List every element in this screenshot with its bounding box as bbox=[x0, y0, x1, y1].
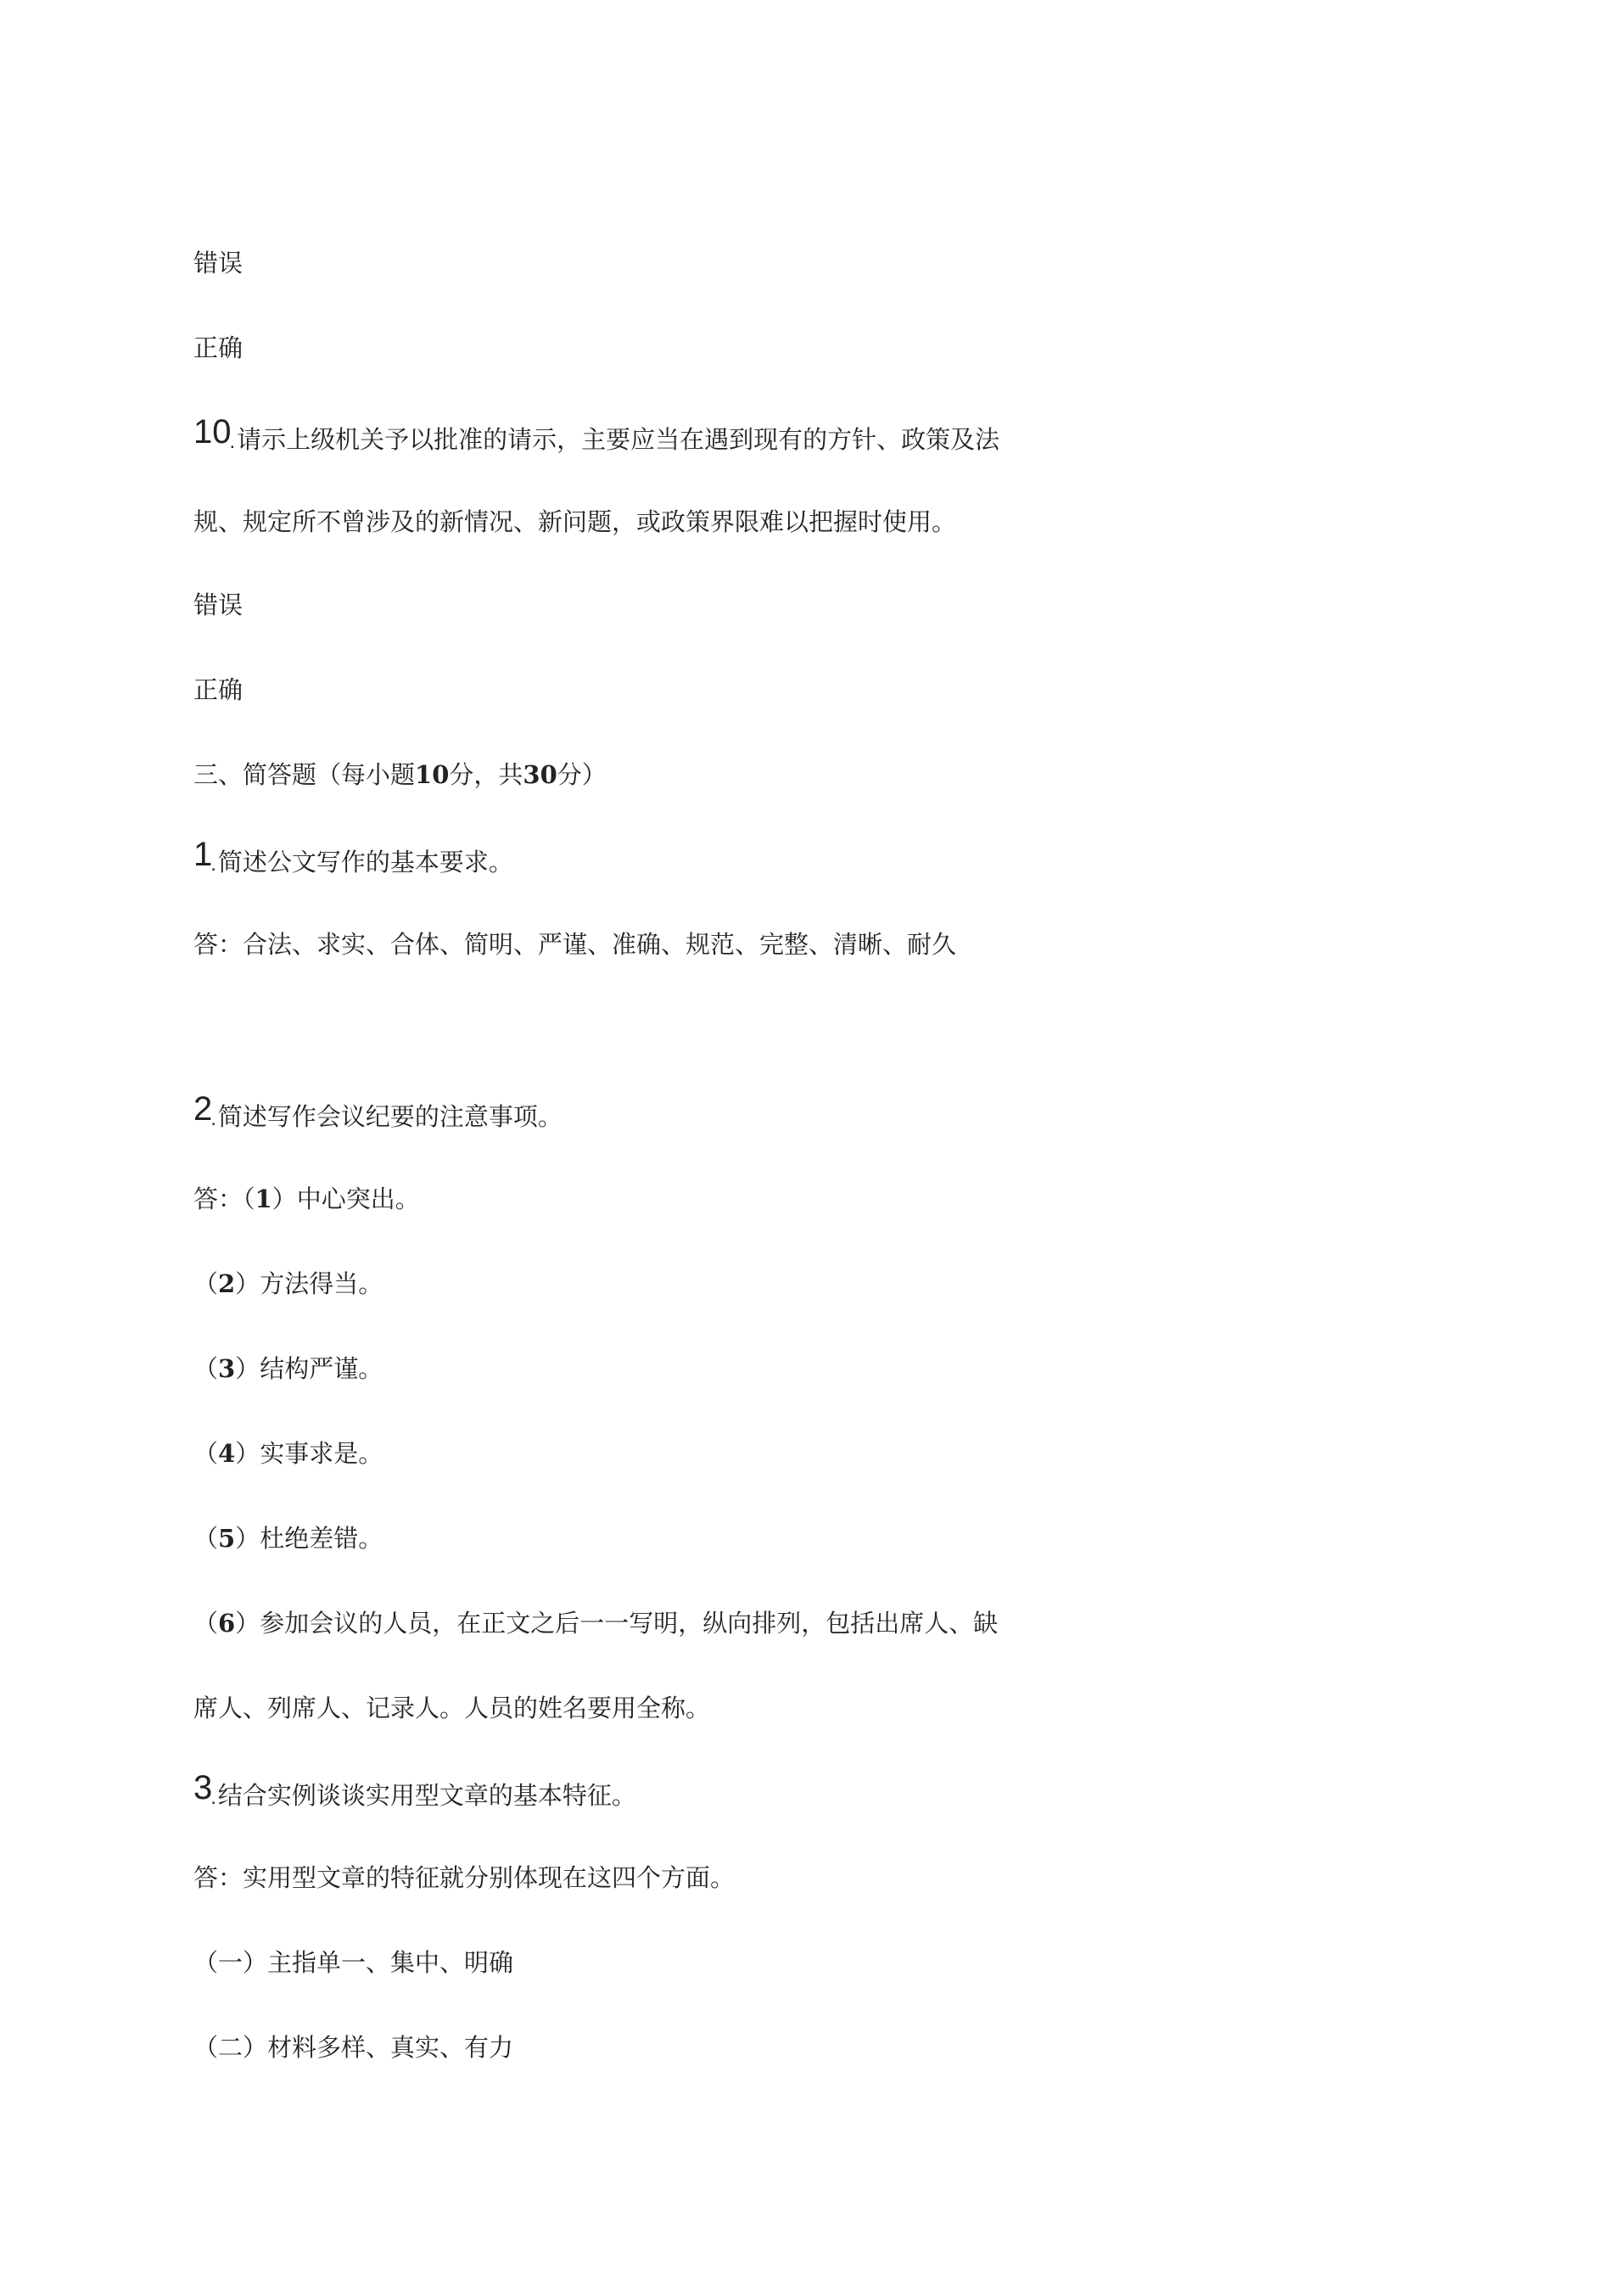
question-dot: . bbox=[210, 853, 216, 876]
points-per-question: 10 bbox=[415, 760, 450, 789]
question-number: 10 bbox=[193, 413, 232, 451]
item-number: 3 bbox=[218, 1354, 236, 1383]
section-heading bbox=[193, 758, 607, 792]
item-number: 5 bbox=[218, 1524, 236, 1553]
question-text: 简述公文写作的基本要求。 bbox=[217, 848, 513, 876]
item-text: ）参加会议的人员，在正文之后一一写明，纵向排列，包括出席人、缺 bbox=[235, 1609, 999, 1638]
question-3 bbox=[193, 1769, 636, 1815]
answer-2-item-3 bbox=[193, 1352, 383, 1386]
section-heading-text: 分，共 bbox=[449, 760, 523, 789]
item-number: 2 bbox=[218, 1269, 236, 1298]
item-number: 4 bbox=[218, 1439, 236, 1468]
paren-open: （ bbox=[193, 1354, 219, 1383]
answer-3-point-2: （二）材料多样、真实、有力 bbox=[193, 2033, 514, 2062]
item-number: 6 bbox=[218, 1609, 236, 1638]
answer-2-item-1 bbox=[193, 1182, 420, 1216]
question-dot: . bbox=[210, 1786, 216, 1809]
answer-2-item-4 bbox=[193, 1436, 383, 1470]
option-wrong: 错误 bbox=[193, 591, 243, 619]
item-text: ）中心突出。 bbox=[271, 1184, 420, 1213]
option-correct: 正确 bbox=[193, 333, 243, 362]
paren-open: （ bbox=[193, 1439, 219, 1468]
question-number: 2 bbox=[193, 1090, 213, 1128]
option-correct: 正确 bbox=[193, 675, 243, 704]
answer-prefix: 答：（ bbox=[193, 1184, 255, 1213]
question-2 bbox=[193, 1090, 562, 1136]
item-text: ）杜绝差错。 bbox=[235, 1524, 383, 1553]
question-text: 请示上级机关予以批准的请示，主要应当在遇到现有的方针、政策及法 bbox=[237, 425, 1000, 454]
section-heading-text: 分） bbox=[557, 760, 607, 789]
answer-3-point-1: （一）主指单一、集中、明确 bbox=[193, 1948, 514, 1977]
question-10 bbox=[193, 413, 1000, 459]
question-number: 3 bbox=[193, 1769, 213, 1806]
paren-open: （ bbox=[193, 1524, 219, 1553]
question-dot: . bbox=[229, 430, 236, 453]
question-text: 结合实例谈谈实用型文章的基本特征。 bbox=[217, 1781, 636, 1810]
answer-2-item-5 bbox=[193, 1521, 383, 1555]
total-points: 30 bbox=[523, 760, 557, 789]
question-10-continued: 规、规定所不曾涉及的新情况、新问题，或政策界限难以把握时使用。 bbox=[193, 507, 957, 536]
question-text: 简述写作会议纪要的注意事项。 bbox=[217, 1102, 562, 1131]
item-text: ）方法得当。 bbox=[235, 1269, 383, 1298]
answer-2-item-6-continued: 席人、列席人、记录人。人员的姓名要用全称。 bbox=[193, 1694, 711, 1722]
item-text: ）实事求是。 bbox=[235, 1439, 383, 1468]
answer-1: 答：合法、求实、合体、简明、严谨、准确、规范、完整、清晰、耐久 bbox=[193, 930, 957, 959]
section-heading-text: 三、简答题（每小题 bbox=[193, 760, 416, 789]
question-number: 1 bbox=[193, 836, 213, 873]
answer-2-item-6 bbox=[193, 1606, 998, 1640]
question-1 bbox=[193, 836, 513, 882]
answer-3: 答：实用型文章的特征就分别体现在这四个方面。 bbox=[193, 1863, 736, 1892]
paren-open: （ bbox=[193, 1269, 219, 1298]
item-number: 1 bbox=[255, 1184, 272, 1213]
paren-open: （ bbox=[193, 1609, 219, 1638]
item-text: ）结构严谨。 bbox=[235, 1354, 383, 1383]
answer-2-item-2 bbox=[193, 1267, 383, 1301]
option-wrong: 错误 bbox=[193, 249, 243, 277]
question-dot: . bbox=[210, 1107, 216, 1130]
